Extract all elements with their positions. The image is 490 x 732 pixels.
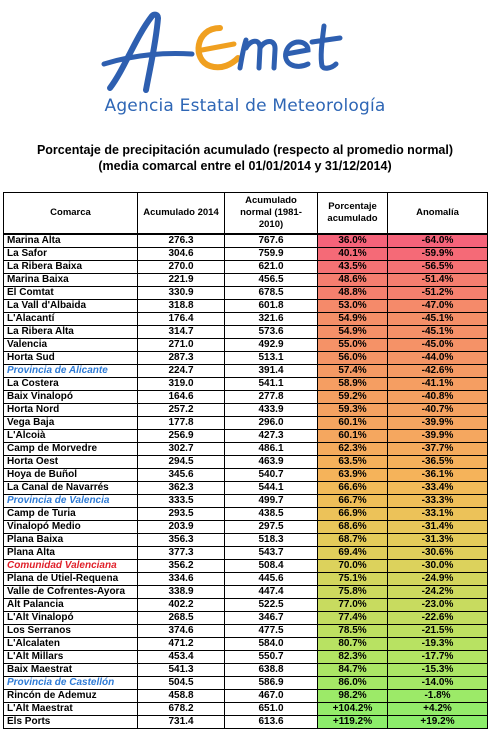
cell-porcentaje: 80.7% xyxy=(318,638,388,651)
cell-porcentaje: 82.3% xyxy=(318,651,388,664)
cell-acumulado-2014: 402.2 xyxy=(138,599,225,612)
cell-comarca: Marina Baixa xyxy=(4,274,138,287)
header-porcentaje: Porcentaje acumulado xyxy=(318,193,388,235)
cell-comarca: Marina Alta xyxy=(4,234,138,248)
cell-anomalia: -45.1% xyxy=(388,326,488,339)
cell-porcentaje: 58.9% xyxy=(318,378,388,391)
precipitation-table-wrap xyxy=(3,192,489,729)
cell-acumulado-2014: 541.3 xyxy=(138,664,225,677)
cell-porcentaje: 77.4% xyxy=(318,612,388,625)
agency-name: Agencia Estatal de Meteorología xyxy=(104,96,386,116)
cell-acumulado-normal: 518.3 xyxy=(225,534,318,547)
cell-anomalia: -14.0% xyxy=(388,677,488,690)
cell-acumulado-normal: 522.5 xyxy=(225,599,318,612)
cell-anomalia: -22.6% xyxy=(388,612,488,625)
cell-porcentaje: 66.6% xyxy=(318,482,388,495)
cell-comarca: Vinalopó Medio xyxy=(4,521,138,534)
cell-acumulado-normal: 447.4 xyxy=(225,586,318,599)
cell-anomalia: -15.3% xyxy=(388,664,488,677)
table-row xyxy=(4,300,488,313)
cell-comarca: Provincia de Valencia xyxy=(4,495,138,508)
table-row xyxy=(4,508,488,521)
cell-comarca: Camp de Turia xyxy=(4,508,138,521)
table-row xyxy=(4,352,488,365)
cell-acumulado-normal: 586.9 xyxy=(225,677,318,690)
cell-anomalia: -45.0% xyxy=(388,339,488,352)
cell-acumulado-2014: 356.2 xyxy=(138,560,225,573)
cell-comarca: Camp de Morvedre xyxy=(4,443,138,456)
table-row xyxy=(4,404,488,417)
cell-anomalia: -17.7% xyxy=(388,651,488,664)
cell-comarca: La Ribera Baixa xyxy=(4,261,138,274)
cell-acumulado-2014: 731.4 xyxy=(138,716,225,729)
table-row xyxy=(4,534,488,547)
table-row xyxy=(4,417,488,430)
cell-acumulado-normal: 601.8 xyxy=(225,300,318,313)
cell-acumulado-normal: 513.1 xyxy=(225,352,318,365)
table-row xyxy=(4,456,488,469)
cell-porcentaje: 68.6% xyxy=(318,521,388,534)
cell-anomalia: -31.3% xyxy=(388,534,488,547)
table-row xyxy=(4,560,488,573)
cell-acumulado-2014: 276.3 xyxy=(138,234,225,248)
cell-comarca: Hoya de Buñol xyxy=(4,469,138,482)
cell-anomalia: +4.2% xyxy=(388,703,488,716)
cell-acumulado-2014: 302.7 xyxy=(138,443,225,456)
cell-acumulado-normal: 508.4 xyxy=(225,560,318,573)
cell-acumulado-2014: 678.2 xyxy=(138,703,225,716)
header-anomalia: Anomalía xyxy=(388,193,488,235)
cell-acumulado-2014: 271.0 xyxy=(138,339,225,352)
cell-acumulado-2014: 333.5 xyxy=(138,495,225,508)
cell-comarca: El Comtat xyxy=(4,287,138,300)
cell-comarca: La Costera xyxy=(4,378,138,391)
table-row xyxy=(4,391,488,404)
aemet-logo-mark xyxy=(100,8,390,100)
table-row xyxy=(4,274,488,287)
cell-anomalia: -51.2% xyxy=(388,287,488,300)
cell-anomalia: -37.7% xyxy=(388,443,488,456)
report-title xyxy=(0,142,490,174)
cell-comarca: L'Alt Maestrat xyxy=(4,703,138,716)
table-row xyxy=(4,430,488,443)
cell-anomalia: -39.9% xyxy=(388,417,488,430)
report-title-line1: Porcentaje de precipitación acumulado (respecto al promedio normal) xyxy=(36,143,454,157)
aemet-logo xyxy=(0,0,490,130)
cell-acumulado-normal: 486.1 xyxy=(225,443,318,456)
cell-acumulado-2014: 256.9 xyxy=(138,430,225,443)
table-row xyxy=(4,664,488,677)
cell-anomalia: -33.3% xyxy=(388,495,488,508)
cell-acumulado-normal: 613.6 xyxy=(225,716,318,729)
table-row xyxy=(4,365,488,378)
cell-anomalia: -33.1% xyxy=(388,508,488,521)
cell-anomalia: -41.1% xyxy=(388,378,488,391)
cell-acumulado-normal: 540.7 xyxy=(225,469,318,482)
cell-porcentaje: 53.0% xyxy=(318,300,388,313)
cell-acumulado-2014: 362.3 xyxy=(138,482,225,495)
cell-porcentaje: 54.9% xyxy=(318,326,388,339)
cell-anomalia: -42.6% xyxy=(388,365,488,378)
table-header-row xyxy=(4,193,488,235)
table-row xyxy=(4,234,488,248)
cell-acumulado-normal: 297.5 xyxy=(225,521,318,534)
cell-porcentaje: 69.4% xyxy=(318,547,388,560)
cell-porcentaje: 56.0% xyxy=(318,352,388,365)
table-row xyxy=(4,469,488,482)
cell-acumulado-2014: 345.6 xyxy=(138,469,225,482)
cell-comarca: Baix Vinalopó xyxy=(4,391,138,404)
cell-anomalia: -59.9% xyxy=(388,248,488,261)
cell-anomalia: -44.0% xyxy=(388,352,488,365)
report-title-line2: (media comarcal entre el 01/01/2014 y 31/12/2014) xyxy=(98,159,392,173)
cell-porcentaje: +119.2% xyxy=(318,716,388,729)
cell-acumulado-normal: 427.3 xyxy=(225,430,318,443)
cell-acumulado-2014: 319.0 xyxy=(138,378,225,391)
cell-porcentaje: 63.9% xyxy=(318,469,388,482)
cell-comarca: L'Alt Vinalopó xyxy=(4,612,138,625)
cell-anomalia: -56.5% xyxy=(388,261,488,274)
cell-acumulado-2014: 471.2 xyxy=(138,638,225,651)
cell-anomalia: -47.0% xyxy=(388,300,488,313)
cell-acumulado-2014: 224.7 xyxy=(138,365,225,378)
cell-acumulado-normal: 463.9 xyxy=(225,456,318,469)
cell-acumulado-normal: 296.0 xyxy=(225,417,318,430)
cell-porcentaje: 43.5% xyxy=(318,261,388,274)
cell-acumulado-normal: 499.7 xyxy=(225,495,318,508)
cell-porcentaje: 48.6% xyxy=(318,274,388,287)
cell-acumulado-2014: 268.5 xyxy=(138,612,225,625)
cell-acumulado-normal: 543.7 xyxy=(225,547,318,560)
cell-comarca: Rincón de Ademuz xyxy=(4,690,138,703)
cell-porcentaje: 63.5% xyxy=(318,456,388,469)
cell-acumulado-2014: 377.3 xyxy=(138,547,225,560)
table-row xyxy=(4,573,488,586)
cell-comarca: Valencia xyxy=(4,339,138,352)
table-row xyxy=(4,599,488,612)
cell-comarca: L'Alt Millars xyxy=(4,651,138,664)
cell-porcentaje: 66.9% xyxy=(318,508,388,521)
table-row xyxy=(4,547,488,560)
cell-comarca: Plana Alta xyxy=(4,547,138,560)
cell-comarca: L'Alcoià xyxy=(4,430,138,443)
cell-porcentaje: 70.0% xyxy=(318,560,388,573)
cell-porcentaje: 54.9% xyxy=(318,313,388,326)
table-row xyxy=(4,378,488,391)
cell-acumulado-2014: 458.8 xyxy=(138,690,225,703)
cell-acumulado-normal: 456.5 xyxy=(225,274,318,287)
cell-anomalia: -36.5% xyxy=(388,456,488,469)
cell-acumulado-normal: 651.0 xyxy=(225,703,318,716)
cell-comarca: Provincia de Castellón xyxy=(4,677,138,690)
cell-comarca: Valle de Cofrentes-Ayora xyxy=(4,586,138,599)
cell-acumulado-normal: 767.6 xyxy=(225,234,318,248)
cell-porcentaje: 98.2% xyxy=(318,690,388,703)
cell-comarca: Els Ports xyxy=(4,716,138,729)
cell-comarca: Vega Baja xyxy=(4,417,138,430)
table-row xyxy=(4,586,488,599)
cell-comarca: Horta Sud xyxy=(4,352,138,365)
table-row xyxy=(4,625,488,638)
header-acumulado-normal: Acumulado normal (1981-2010) xyxy=(225,193,318,235)
cell-porcentaje: 60.1% xyxy=(318,417,388,430)
cell-anomalia: -64.0% xyxy=(388,234,488,248)
cell-comarca: La Safor xyxy=(4,248,138,261)
table-row xyxy=(4,287,488,300)
cell-acumulado-2014: 221.9 xyxy=(138,274,225,287)
table-row xyxy=(4,716,488,729)
cell-porcentaje: 60.1% xyxy=(318,430,388,443)
cell-porcentaje: 59.3% xyxy=(318,404,388,417)
table-row xyxy=(4,326,488,339)
cell-acumulado-normal: 550.7 xyxy=(225,651,318,664)
cell-anomalia: -30.6% xyxy=(388,547,488,560)
cell-acumulado-normal: 573.6 xyxy=(225,326,318,339)
cell-porcentaje: 48.8% xyxy=(318,287,388,300)
cell-acumulado-normal: 467.0 xyxy=(225,690,318,703)
table-body xyxy=(4,234,488,729)
table-row xyxy=(4,482,488,495)
table-row xyxy=(4,703,488,716)
cell-acumulado-normal: 678.5 xyxy=(225,287,318,300)
cell-porcentaje: 75.8% xyxy=(318,586,388,599)
cell-acumulado-2014: 270.0 xyxy=(138,261,225,274)
cell-acumulado-2014: 294.5 xyxy=(138,456,225,469)
cell-porcentaje: 78.5% xyxy=(318,625,388,638)
cell-acumulado-normal: 477.5 xyxy=(225,625,318,638)
cell-acumulado-2014: 330.9 xyxy=(138,287,225,300)
cell-acumulado-2014: 304.6 xyxy=(138,248,225,261)
cell-anomalia: -33.4% xyxy=(388,482,488,495)
table-row xyxy=(4,677,488,690)
cell-acumulado-2014: 177.8 xyxy=(138,417,225,430)
cell-acumulado-2014: 504.5 xyxy=(138,677,225,690)
cell-porcentaje: 40.1% xyxy=(318,248,388,261)
cell-comarca: Alt Palancia xyxy=(4,599,138,612)
cell-comarca: La Vall d'Albaida xyxy=(4,300,138,313)
cell-comarca: Plana Baixa xyxy=(4,534,138,547)
cell-acumulado-2014: 338.9 xyxy=(138,586,225,599)
cell-porcentaje: 66.7% xyxy=(318,495,388,508)
cell-acumulado-normal: 433.9 xyxy=(225,404,318,417)
cell-acumulado-2014: 356.3 xyxy=(138,534,225,547)
cell-anomalia: -36.1% xyxy=(388,469,488,482)
cell-anomalia: -30.0% xyxy=(388,560,488,573)
cell-acumulado-2014: 314.7 xyxy=(138,326,225,339)
cell-comarca: Los Serranos xyxy=(4,625,138,638)
cell-acumulado-2014: 453.4 xyxy=(138,651,225,664)
header-comarca: Comarca xyxy=(4,193,138,235)
table-row xyxy=(4,651,488,664)
cell-acumulado-normal: 544.1 xyxy=(225,482,318,495)
cell-comarca: L'Alcalaten xyxy=(4,638,138,651)
cell-porcentaje: +104.2% xyxy=(318,703,388,716)
cell-acumulado-2014: 374.6 xyxy=(138,625,225,638)
cell-comarca: La Canal de Navarrés xyxy=(4,482,138,495)
cell-comarca: Comunidad Valenciana xyxy=(4,560,138,573)
cell-acumulado-normal: 492.9 xyxy=(225,339,318,352)
cell-porcentaje: 86.0% xyxy=(318,677,388,690)
cell-acumulado-normal: 541.1 xyxy=(225,378,318,391)
table-row xyxy=(4,638,488,651)
cell-acumulado-normal: 277.8 xyxy=(225,391,318,404)
cell-porcentaje: 84.7% xyxy=(318,664,388,677)
cell-comarca: Horta Oest xyxy=(4,456,138,469)
cell-anomalia: +19.2% xyxy=(388,716,488,729)
cell-anomalia: -39.9% xyxy=(388,430,488,443)
cell-comarca: Provincia de Alicante xyxy=(4,365,138,378)
cell-acumulado-normal: 759.9 xyxy=(225,248,318,261)
cell-comarca: La Ribera Alta xyxy=(4,326,138,339)
cell-porcentaje: 55.0% xyxy=(318,339,388,352)
cell-comarca: Plana de Utiel-Requena xyxy=(4,573,138,586)
cell-anomalia: -51.4% xyxy=(388,274,488,287)
cell-anomalia: -45.1% xyxy=(388,313,488,326)
cell-acumulado-normal: 584.0 xyxy=(225,638,318,651)
cell-acumulado-normal: 638.8 xyxy=(225,664,318,677)
header-acumulado-2014: Acumulado 2014 xyxy=(138,193,225,235)
table-row xyxy=(4,313,488,326)
cell-anomalia: -21.5% xyxy=(388,625,488,638)
cell-porcentaje: 68.7% xyxy=(318,534,388,547)
cell-anomalia: -19.3% xyxy=(388,638,488,651)
table-row xyxy=(4,248,488,261)
cell-porcentaje: 57.4% xyxy=(318,365,388,378)
table-row xyxy=(4,339,488,352)
cell-acumulado-2014: 287.3 xyxy=(138,352,225,365)
cell-anomalia: -24.9% xyxy=(388,573,488,586)
cell-acumulado-normal: 438.5 xyxy=(225,508,318,521)
cell-porcentaje: 75.1% xyxy=(318,573,388,586)
cell-anomalia: -40.7% xyxy=(388,404,488,417)
cell-porcentaje: 62.3% xyxy=(318,443,388,456)
table-row xyxy=(4,612,488,625)
table-row xyxy=(4,261,488,274)
cell-porcentaje: 59.2% xyxy=(318,391,388,404)
cell-acumulado-normal: 321.6 xyxy=(225,313,318,326)
cell-acumulado-normal: 621.0 xyxy=(225,261,318,274)
cell-acumulado-2014: 203.9 xyxy=(138,521,225,534)
cell-anomalia: -1.8% xyxy=(388,690,488,703)
cell-acumulado-2014: 164.6 xyxy=(138,391,225,404)
cell-acumulado-2014: 176.4 xyxy=(138,313,225,326)
cell-comarca: Baix Maestrat xyxy=(4,664,138,677)
cell-acumulado-normal: 445.6 xyxy=(225,573,318,586)
cell-anomalia: -31.4% xyxy=(388,521,488,534)
precipitation-table xyxy=(3,192,488,729)
cell-acumulado-normal: 391.4 xyxy=(225,365,318,378)
table-row xyxy=(4,690,488,703)
cell-porcentaje: 36.0% xyxy=(318,234,388,248)
cell-acumulado-2014: 334.6 xyxy=(138,573,225,586)
cell-acumulado-2014: 293.5 xyxy=(138,508,225,521)
table-row xyxy=(4,521,488,534)
cell-comarca: L'Alacantí xyxy=(4,313,138,326)
cell-porcentaje: 77.0% xyxy=(318,599,388,612)
table-row xyxy=(4,443,488,456)
cell-comarca: Horta Nord xyxy=(4,404,138,417)
cell-acumulado-2014: 257.2 xyxy=(138,404,225,417)
cell-anomalia: -40.8% xyxy=(388,391,488,404)
table-row xyxy=(4,495,488,508)
cell-anomalia: -23.0% xyxy=(388,599,488,612)
cell-acumulado-2014: 318.8 xyxy=(138,300,225,313)
cell-acumulado-normal: 346.7 xyxy=(225,612,318,625)
cell-anomalia: -24.2% xyxy=(388,586,488,599)
